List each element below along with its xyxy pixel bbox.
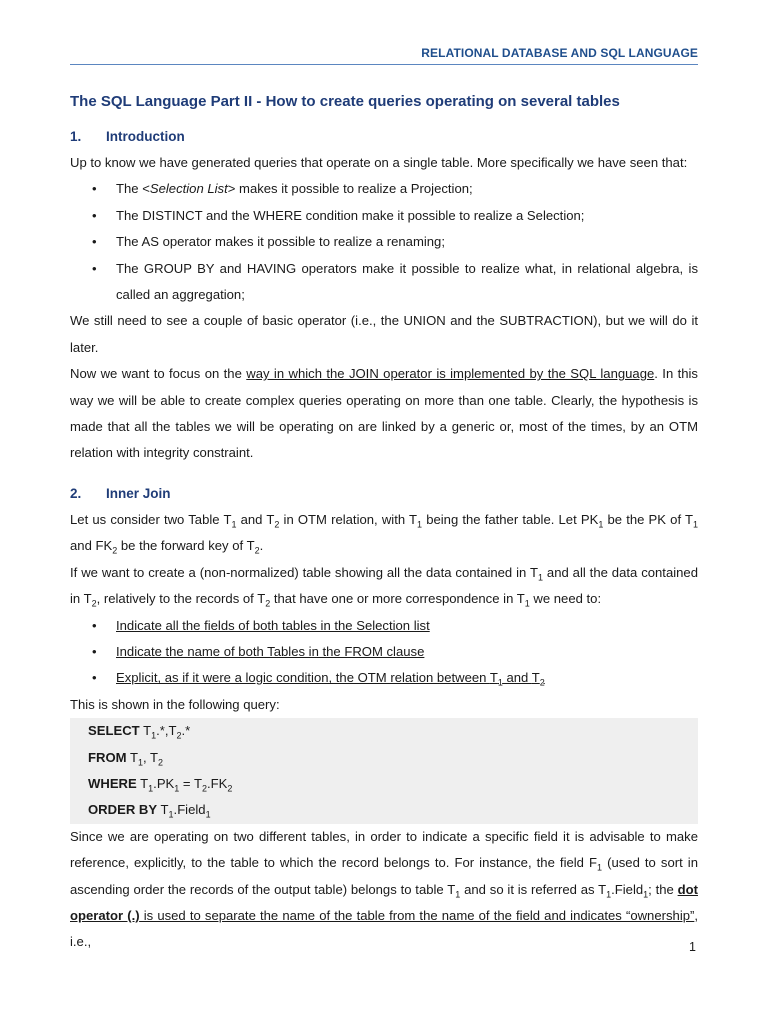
link-like-underlined-text: way in which the JOIN operator is implemented by the SQL language [246, 366, 655, 382]
intro-paragraph: Up to know we have generated queries that operate on a single table. More specifically we have seen that: [70, 155, 688, 170]
paragraph-tables: Let us consider two Table $T_1$ and $T_2$ in OTM relation, with $T_1$ being the father table. Let $PK_1$ be the PK of $T_1$ and $FK_2$ be the forward key of $T_2$. [70, 511, 699, 556]
list-item: • Explicit, as if it were a logic condition, the OTM relation between $T_1$ and $T_2$ [70, 665, 698, 691]
sql-query-block [70, 718, 698, 824]
list-item: • Indicate all the fields of both tables in the Selection list [70, 613, 698, 639]
list-item: • The DISTINCT and the WHERE condition make it possible to realize a Selection; [70, 203, 698, 229]
list-item: • The GROUP BY and HAVING operators make it possible to realize what, in relational algebra, is called an aggregation; [70, 256, 698, 309]
list-item: • Indicate the name of both Tables in the FROM clause [70, 639, 698, 665]
list-item: • The <Selection List> makes it possible to realize a Projection; [70, 176, 698, 202]
paragraph-non-normalized: If we want to create a (non-normalized) table showing all the data contained in $T_1$ and all the data contained in $T_2$, relatively to the records of $T_2$ that have one or more correspondence in $T_1$ we need to: [70, 564, 698, 609]
join-steps-list [70, 613, 698, 692]
query-intro: This is shown in the following query: [70, 696, 280, 712]
running-header [70, 44, 698, 65]
section-heading-introduction: 1. Introduction [70, 129, 185, 144]
sql-where-line: WHERE $T_1.PK_1 = T_2.FK_2$ [88, 775, 233, 794]
running-header-title: RELATIONAL DATABASE AND SQL LANGUAGE [421, 46, 698, 60]
sql-order-line: ORDER BY $T_1.Field_1$ [88, 802, 211, 820]
page-content [70, 88, 698, 956]
paragraph-join-focus: Now we want to focus on the way in which the JOIN operator is implemented by the SQL language. In this way we will be able to create complex queries operating on more than one table. Clearly, the hypothesis is made that all the tables we will be operating on are linked by a generic or, most of the times, by an OTM relation with integrity constraint. [70, 366, 698, 461]
document-title: The SQL Language Part II - How to create queries operating on several tables [70, 93, 620, 110]
section-heading-inner-join: 2. Inner Join [70, 485, 171, 501]
page-number: 1 [689, 940, 696, 954]
intro-bullet-list [70, 176, 698, 308]
paragraph-dot-operator: Since we are operating on two different tables, in order to indicate a specific field it is advisable to make reference, explicitly, to the table to which the record belongs to. For instance, the field $F_1$ (used to sort in ascending order the records of the output table) belongs to table $T_1$ and so it is referred as $T_1.Field_1$; the dot operator (.) is used to separate the name of the table from the name of the field and indicates “ownership”, i.e., [70, 828, 699, 950]
list-item: • The AS operator makes it possible to realize a renaming; [70, 229, 698, 255]
paragraph-basic-operators: We still need to see a couple of basic operator (i.e., the UNION and the SUBTRACTION), but we will do it later. [70, 313, 698, 355]
sql-from-line: FROM $T_1$, $T_2$ [88, 749, 164, 768]
sql-select-line: SELECT $T_1.*,T_2.*$ [88, 723, 191, 741]
